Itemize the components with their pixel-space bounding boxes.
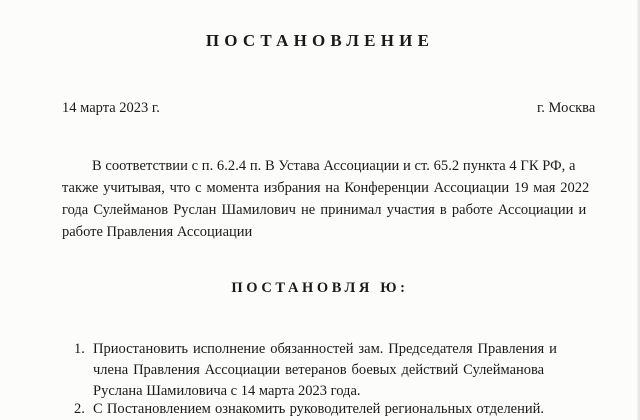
document-date: 14 марта 2023 г.	[62, 100, 160, 116]
list-item-line: С Постановлением ознакомить руководителей региональных отделений.	[93, 401, 545, 417]
preamble-line: года Сулейманов Руслан Шамилович не принимал участия в работе Ассоциации и	[62, 202, 587, 218]
list-item-line: Приостановить исполнение обязанностей зам. Председателя Правления и	[93, 341, 557, 357]
preamble-line: работе Правления Ассоциации	[62, 224, 253, 240]
list-item-line: члена Правления Ассоциации ветеранов боевых действий Сулейманова	[93, 362, 545, 378]
list-item-number: 2.	[74, 401, 85, 417]
list-item-number: 1.	[74, 341, 85, 357]
preamble-line: также учитывая, что с момента избрания на Конференции Ассоциации 19 мая 2022	[62, 180, 590, 196]
list-item-line: Руслана Шамиловича с 14 марта 2023 года.	[93, 383, 361, 399]
resolution-heading: ПОСТАНОВЛЯ Ю:	[231, 280, 409, 296]
document-title: ПОСТАНОВЛЕНИЕ	[205, 31, 435, 50]
preamble-line: В соответствии с п. 6.2.4 п. В Устава Ассоциации и ст. 65.2 пункта 4 ГК РФ, а	[92, 158, 576, 174]
document-city: г. Москва	[537, 100, 596, 116]
